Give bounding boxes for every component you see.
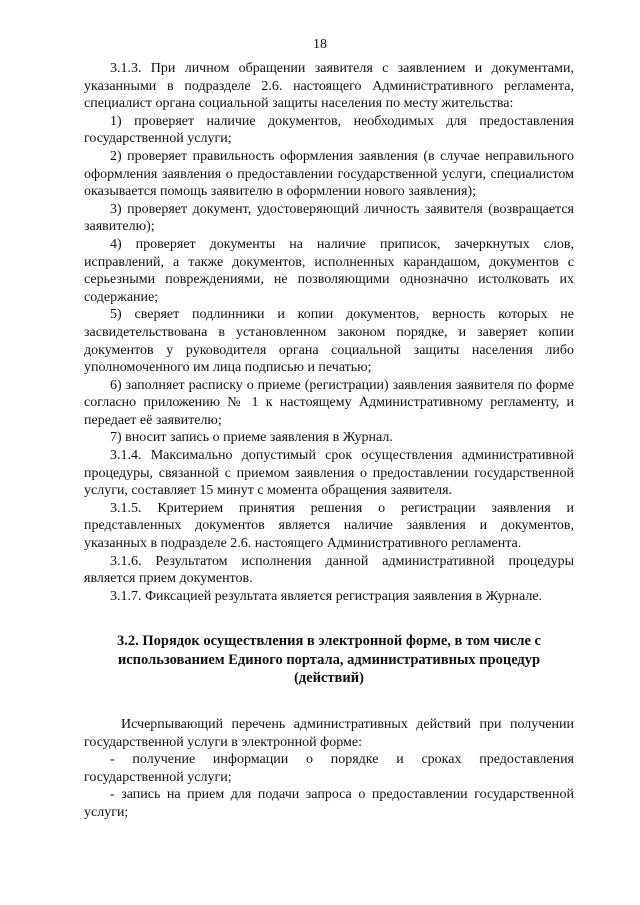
- bullet-item-info: - получение информации о порядке и сроках предоставления государственной услуги;: [84, 752, 574, 785]
- list-item-7: 7) вносит запись о приеме заявления в Журнал.: [110, 430, 393, 446]
- list-item-5: 5) сверяет подлинники и копии документов, верность которых не засвидетельствована в установленном законом порядке, и заверяет копии документов у руководителя органа социальной защиты населения либо уполномоченного им лица подписью и печатью;: [84, 307, 574, 376]
- page-number: 18: [313, 37, 327, 52]
- paragraph-3-1-3: 3.1.3. При личном обращении заявителя с заявлением и документами, указанными в подразделе 2.6. настоящего Административного регламента, специалист органа социальной защиты населения по месту жительства:: [84, 61, 574, 112]
- paragraph-3-1-5: 3.1.5. Критерием принятия решения о регистрации заявления и представленных документов является наличие заявления и документов, указанных в подразделе 2.6. настоящего Административного регламента.: [84, 500, 574, 552]
- section-heading-3-2: [84, 632, 574, 688]
- list-item-1: 1) проверяет наличие документов, необходимых для предоставления государственной услуги;: [84, 113, 574, 147]
- list-item-4: 4) проверяет документы на наличие приписок, зачеркнутых слов, исправлений, а также документов, исполненных карандашом, документов с серьезными повреждениями, не позволяющими однозначно истолковать их содержание;: [84, 236, 574, 305]
- heading-line-1: 3.2. Порядок осуществления в электронной форме, в том числе с: [116, 633, 541, 650]
- paragraph-intro-list: Исчерпывающий перечень административных действий при получении государственной услуги в электронной форме:: [84, 716, 574, 750]
- paragraph-3-1-7: 3.1.7. Фиксацией результата является регистрация заявления в Журнале.: [110, 588, 543, 604]
- list-item-6: 6) заполняет расписку о приеме (регистрации) заявления заявителя по форме согласно приложению № 1 к настоящему Административному регламенту, и передает её заявителю;: [84, 377, 574, 428]
- bullet-item-appointment: - запись на прием для подачи запроса о предоставлении государственной услуги;: [84, 787, 574, 820]
- paragraph-3-1-4: 3.1.4. Максимально допустимый срок осуществления административной процедуры, связанной с приемом заявления о предоставлении государственной услуги, составляет 15 минут с момента обращения заявителя.: [84, 448, 574, 499]
- list-item-2: 2) проверяет правильность оформления заявления (в случае неправильного оформления заявления о предоставлении государственной услуги, специалистом оказывается помощь заявителю в оформлении нового заявления);: [84, 148, 574, 200]
- document-body: [84, 60, 574, 821]
- heading-line-3: (действий): [294, 670, 364, 687]
- heading-line-2: использованием Единого портала, административных процедур: [117, 651, 541, 668]
- paragraph-3-1-6: 3.1.6. Результатом исполнения данной административной процедуры является прием документов.: [84, 553, 574, 587]
- list-item-3: 3) проверяет документ, удостоверяющий личность заявителя (возвращается заявителю);: [84, 201, 574, 235]
